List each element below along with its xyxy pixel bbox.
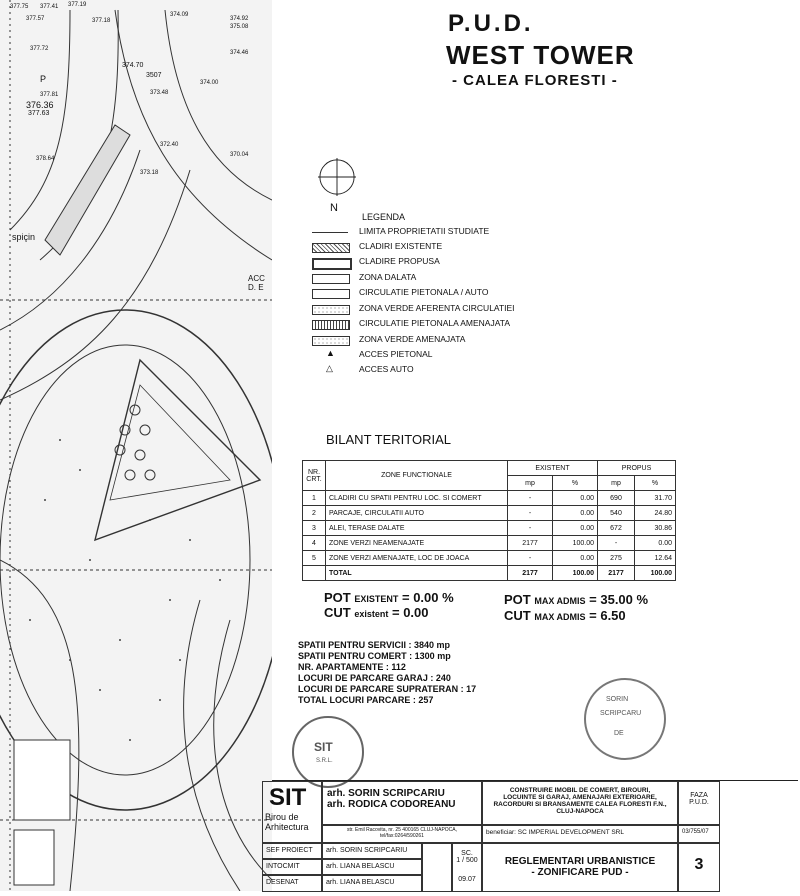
map-elevation-label: 3507 [146, 72, 162, 79]
map-place-label: ACC D. E [248, 274, 265, 292]
table-row [303, 506, 676, 521]
summary-line: LOCURI DE PARCARE GARAJ : 240 [298, 673, 451, 683]
legend-title: LEGENDA [362, 212, 406, 222]
faza-label: FAZA [690, 792, 708, 799]
firm-name: SIT [269, 784, 307, 811]
cell: 2177 [598, 566, 635, 581]
role: SEF PROIECT [262, 843, 322, 859]
cell: TOTAL [326, 566, 508, 581]
drawing-sheet [265, 0, 800, 891]
faza-value: P.U.D. [689, 799, 709, 806]
project-description: CONSTRUIRE IMOBIL DE COMERT, BIROURI, LOCUINTE SI GARAJ, AMENAJARI EXTERIOARE, RACORDURI SI BRANSAMENTE CALEA FLORESTI F.N., CLUJ-NAPOCA [482, 781, 678, 825]
map-elevation-label: 378.64 [36, 156, 55, 162]
bilant-table [302, 460, 676, 581]
cell: 5 [303, 551, 326, 566]
thick-box-icon [312, 258, 352, 270]
index-sub: MAX ADMIS [534, 596, 586, 606]
legend-label: CLADIRI EXISTENTE [359, 241, 443, 251]
col-mp: mp [508, 476, 553, 491]
index-value: = 0.00 [391, 605, 429, 620]
pot-max-admis [504, 592, 648, 607]
cell: 540 [598, 506, 635, 521]
col-nr: NR. CRT. [303, 461, 326, 491]
legend-label: CIRCULATIE PIETONALA AMENAJATA [359, 318, 510, 328]
dotted-box-icon [312, 305, 350, 315]
scale-value: 1 / 500 [456, 857, 478, 864]
cell: 31.70 [635, 491, 676, 506]
table-row [303, 536, 676, 551]
architect-name: arh. SORIN SCRIPCARIU [327, 788, 445, 799]
car-access-arrow-icon: △ [326, 363, 333, 373]
col-zone: ZONE FUNCTIONALE [326, 461, 508, 491]
summary-line: SPATII PENTRU COMERT : 1300 mp [298, 651, 451, 661]
map-elevation-label: 377.41 [40, 4, 59, 10]
sheet-title [482, 843, 678, 892]
scale-date [452, 843, 482, 892]
map-elevation-label: 377.81 [40, 92, 59, 98]
scale-label: SC. [461, 850, 473, 857]
sheet-subtitle: - ZONIFICARE PUD - [531, 867, 629, 878]
map-elevation-label: 377.63 [28, 110, 50, 117]
map-letter-label: P [40, 74, 47, 84]
cell: 100.00 [635, 566, 676, 581]
site-plan-map [0, 0, 273, 891]
cell: 2 [303, 506, 326, 521]
signature [422, 843, 452, 892]
firm-stamp [292, 716, 364, 788]
col-propus: PROPUS [598, 461, 676, 476]
index-label: CUT [504, 608, 531, 623]
map-elevation-label: 377.18 [92, 18, 111, 24]
cell: 690 [598, 491, 635, 506]
index-label: POT [504, 592, 531, 607]
map-elevation-label: 374.46 [230, 50, 249, 56]
cell: PARCAJE, CIRCULATII AUTO [326, 506, 508, 521]
legend-label: LIMITA PROPRIETATII STUDIATE [359, 226, 490, 236]
box-icon [312, 274, 350, 284]
cell: 0.00 [553, 506, 598, 521]
cut-existent [324, 605, 429, 620]
map-place-label: spiçin [12, 232, 36, 242]
map-elevation-label: 370.04 [230, 152, 249, 158]
firm-address: str. Emil Racovita, nr. 25 400165 CLUJ-NAPOCA, tel/fax:0264/590261 [322, 825, 482, 843]
col-pct: % [553, 476, 598, 491]
legend-label: ZONA VERDE AMENAJATA [359, 334, 466, 344]
index-label: CUT [324, 605, 351, 620]
cell: ZONE VERZI NEAMENAJATE [326, 536, 508, 551]
plan-title: P.U.D. [448, 10, 534, 37]
firm-subtitle: Birou de Arhitectura [265, 812, 309, 832]
legend-label: ACCES AUTO [359, 364, 414, 374]
architects [322, 781, 482, 825]
summary-line: SPATII PENTRU SERVICII : 3840 mp [298, 640, 451, 650]
role: INTOCMIT [262, 859, 322, 875]
index-value: = 0.00 % [402, 590, 454, 605]
cell: 12.64 [635, 551, 676, 566]
cell: 275 [598, 551, 635, 566]
index-sub: MAX ADMIS [534, 612, 586, 622]
sheet-number: 3 [678, 843, 720, 892]
cell: - [598, 536, 635, 551]
summary-line: NR. APARTAMENTE : 112 [298, 662, 406, 672]
beneficiary: beneficiar: SC IMPERIAL DEVELOPMENT SRL [482, 825, 678, 843]
index-label: POT [324, 590, 351, 605]
map-elevation-label: 372.40 [160, 142, 179, 148]
architect-name: arh. RODICA CODOREANU [327, 799, 456, 810]
cell: 3 [303, 521, 326, 536]
hatched-box-icon [312, 243, 350, 253]
map-elevation-label: 373.48 [150, 90, 169, 96]
map-elevation-label: 374.92 [230, 16, 249, 22]
cell: 4 [303, 536, 326, 551]
map-elevation-label: 377.72 [30, 46, 49, 52]
cut-max-admis [504, 608, 626, 623]
cell: ALEI, TERASE DALATE [326, 521, 508, 536]
index-value: = 6.50 [589, 608, 626, 623]
col-existent: EXISTENT [508, 461, 598, 476]
stamp-text: SIT [314, 740, 333, 754]
stamp-text: S.R.L. [316, 758, 333, 764]
cell: 672 [598, 521, 635, 536]
legend-label: ACCES PIETONAL [359, 349, 433, 359]
cell: 0.00 [553, 521, 598, 536]
cell: 0.00 [635, 536, 676, 551]
boundary-line-icon [312, 232, 348, 233]
cell [303, 566, 326, 581]
architect-stamp [584, 678, 666, 760]
cell: - [508, 551, 553, 566]
pedestrian-access-arrow-icon: ▲ [326, 348, 335, 358]
project-title: WEST TOWER [446, 40, 635, 70]
cell: - [508, 506, 553, 521]
date: 09.07 [458, 876, 476, 883]
map-elevation-label: 376.36 [26, 100, 54, 110]
col-mp: mp [598, 476, 635, 491]
index-sub: existent [354, 609, 389, 619]
legend-label: CLADIRE PROPUSA [359, 256, 440, 266]
stamp-text: DE [614, 730, 624, 737]
summary-line: LOCURI DE PARCARE SUPRATERAN : 17 [298, 684, 477, 694]
col-pct: % [635, 476, 676, 491]
role-name: arh. LIANA BELASCU [322, 875, 422, 892]
title-block [265, 780, 798, 892]
stamp-text: SCRIPCARU [600, 710, 642, 717]
grid-box-icon [312, 320, 350, 330]
index-sub: EXISTENT [354, 594, 399, 604]
role: DESENAT [262, 875, 322, 892]
cell: 0.00 [553, 551, 598, 566]
cell: 2177 [508, 536, 553, 551]
cell: 30.86 [635, 521, 676, 536]
firm-logo [262, 781, 322, 843]
cell: ZONE VERZI AMENAJATE, LOC DE JOACA [326, 551, 508, 566]
bilant-title: BILANT TERITORIAL [326, 432, 451, 447]
cell: 100.00 [553, 536, 598, 551]
cell: - [508, 491, 553, 506]
pot-existent [324, 590, 454, 605]
table-row [303, 551, 676, 566]
cell: 2177 [508, 566, 553, 581]
box-icon [312, 289, 350, 299]
project-number: 03/755/07 [678, 825, 720, 843]
site-plan-drawing [0, 0, 272, 891]
faza [678, 781, 720, 825]
summary-line: TOTAL LOCURI PARCARE : 257 [298, 695, 434, 705]
cell: 24.80 [635, 506, 676, 521]
map-elevation-label: 374.00 [200, 80, 219, 86]
cell: 1 [303, 491, 326, 506]
dotted-box-icon [312, 336, 350, 346]
map-elevation-label: 374.09 [170, 12, 189, 18]
project-summary [298, 640, 476, 706]
map-elevation-label: 375.08 [230, 24, 249, 30]
map-elevation-label: 373.18 [140, 170, 159, 176]
index-value: = 35.00 % [589, 592, 649, 607]
cell: 100.00 [553, 566, 598, 581]
map-elevation-label: 377.75 [10, 4, 29, 10]
map-elevation-label: 377.57 [26, 16, 45, 22]
north-arrow-icon [318, 158, 356, 196]
cell: - [508, 521, 553, 536]
map-elevation-label: 374.70 [122, 62, 144, 69]
sheet-title-text: REGLEMENTARI URBANISTICE [504, 856, 656, 867]
legend-label: CIRCULATIE PIETONALA / AUTO [359, 287, 489, 297]
project-location: - CALEA FLORESTI - [452, 72, 618, 89]
north-label: N [330, 202, 338, 214]
map-elevation-label: 377.19 [68, 2, 87, 8]
table-total-row [303, 566, 676, 581]
stamp-text: SORIN [606, 696, 629, 703]
table-header-row [303, 461, 676, 476]
role-name: arh. SORIN SCRIPCARIU [322, 843, 422, 859]
cell: CLADIRI CU SPATII PENTRU LOC. SI COMERT [326, 491, 508, 506]
legend-label: ZONA VERDE AFERENTA CIRCULATIEI [359, 303, 515, 313]
cell: 0.00 [553, 491, 598, 506]
table-row [303, 491, 676, 506]
table-row [303, 521, 676, 536]
role-name: arh. LIANA BELASCU [322, 859, 422, 875]
legend-label: ZONA DALATA [359, 272, 417, 282]
